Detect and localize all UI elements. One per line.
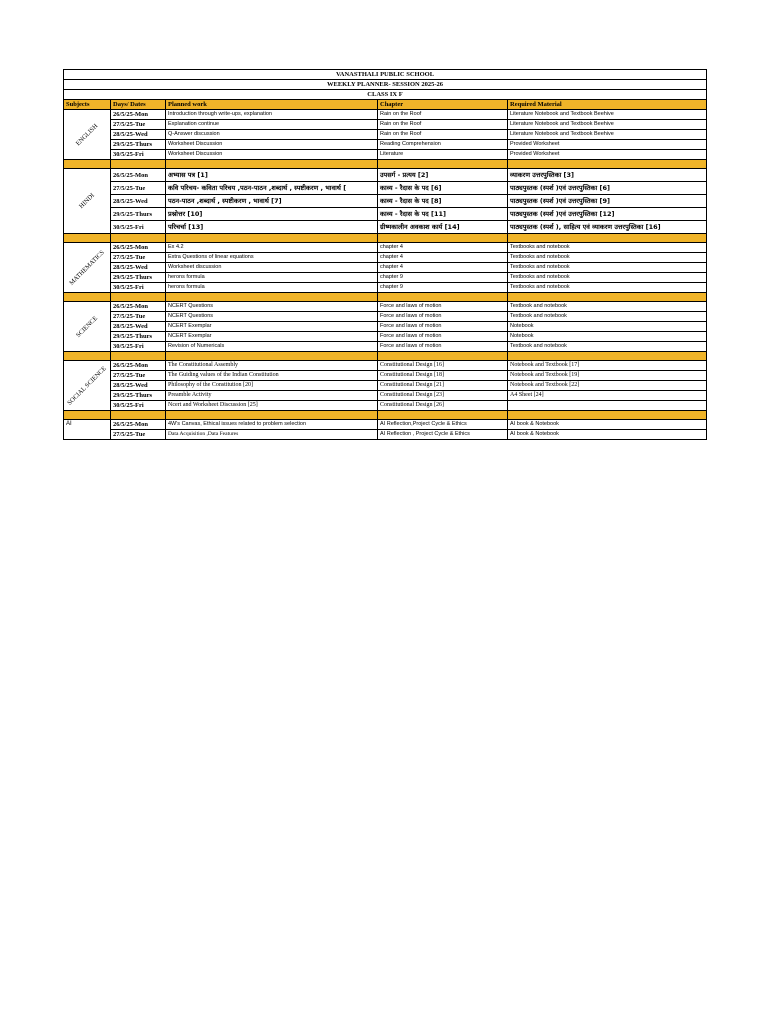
day-cell: 26/5/25-Mon [111,110,166,120]
day-cell: 30/5/25-Fri [111,401,166,411]
planned-work-cell: Q-Answer discussion [166,130,378,140]
chapter-cell: Force and laws of motion [378,302,508,312]
material-cell: Notebook and Textbook [17] [508,361,707,371]
table-row [64,312,707,322]
table-row [64,140,707,150]
material-cell: Textbooks and notebook [508,243,707,253]
material-cell: AI book & Notebook [508,420,707,430]
subject-label: HINDI [78,192,96,210]
material-cell: AI book & Notebook [508,430,707,440]
separator-cell [166,160,378,169]
planned-work-cell: NCERT Exemplar [166,322,378,332]
subject-label: MATHEMATICS [68,248,106,287]
chapter-cell: Constitutional Design [23] [378,391,508,401]
school-name: VANASTHALI PUBLIC SCHOOL [64,70,707,80]
separator-cell [378,352,508,361]
day-cell: 30/5/25-Fri [111,342,166,352]
separator-cell [111,352,166,361]
separator-cell [166,411,378,420]
table-row [64,381,707,391]
subject-label: SOCIAL SCIENCE [66,364,108,407]
table-row [64,253,707,263]
subject-cell [64,169,111,234]
chapter-cell: Literature [378,150,508,160]
day-cell: 30/5/25-Fri [111,283,166,293]
table-row [64,221,707,234]
separator-row [64,293,707,302]
day-cell: 28/5/25-Wed [111,195,166,208]
chapter-cell: काव्य - रैदास के पद [6] [378,182,508,195]
separator-cell [166,352,378,361]
planned-work-cell: परिचर्चा [13] [166,221,378,234]
material-cell: Textbooks and notebook [508,253,707,263]
chapter-cell: chapter 9 [378,283,508,293]
planned-work-cell: Extra Questions of linear equations [166,253,378,263]
day-cell: 30/5/25-Fri [111,150,166,160]
material-cell: पाठ्यपुस्तक (स्पर्श )एवं उत्तरपुस्तिका [9] [508,195,707,208]
day-cell: 29/5/25-Thurs [111,273,166,283]
table-row [64,302,707,312]
table-row [64,332,707,342]
subject-cell [64,243,111,293]
planned-work-cell: The Constitutional Assembly [166,361,378,371]
subject-cell [64,361,111,411]
material-cell: Textbook and notebook [508,302,707,312]
class-title: CLASS IX F [64,90,707,100]
chapter-cell: AI Reflection , Project Cycle & Ethics [378,430,508,440]
planned-work-cell: Introduction through write-ups, explanation [166,110,378,120]
chapter-cell: AI Reflection,Project Cycle & Ethics [378,420,508,430]
chapter-cell: उपसर्ग - प्रत्यय [2] [378,169,508,182]
planned-work-cell: 4W's Canvas, Ethical issues related to problem selection [166,420,378,430]
planned-work-cell: NCERT Exemplar [166,332,378,342]
material-cell: Notebook [508,332,707,342]
planned-work-cell: प्रश्नोत्तर [10] [166,208,378,221]
material-cell [508,401,707,411]
table-row [64,120,707,130]
planned-work-cell: Ncert and Worksheet Discussion [25] [166,401,378,411]
day-cell: 28/5/25-Wed [111,381,166,391]
table-row [64,263,707,273]
planned-work-cell: पठन-पाठन ,शब्दार्थ , स्पष्टीकरण , भावार्थ [7] [166,195,378,208]
day-cell: 26/5/25-Mon [111,169,166,182]
column-header-planned-work: Planned work [166,100,378,110]
material-cell: पाठ्यपुस्तक (स्पर्श )एवं उत्तरपुस्तिका [12] [508,208,707,221]
column-header-subjects: Subjects [64,100,111,110]
separator-cell [64,234,111,243]
day-cell: 26/5/25-Mon [111,302,166,312]
material-cell: पाठ्यपुस्तक (स्पर्श )एवं उत्तरपुस्तिका [6] [508,182,707,195]
separator-cell [111,160,166,169]
subject-cell: AI [64,420,111,440]
table-row [64,371,707,381]
day-cell: 27/5/25-Tue [111,312,166,322]
column-header-days: Days/ Dates [111,100,166,110]
material-cell: Provided Worksheet [508,140,707,150]
day-cell: 27/5/25-Tue [111,371,166,381]
table-row [64,391,707,401]
chapter-cell: Reading Comprehension [378,140,508,150]
day-cell: 26/5/25-Mon [111,420,166,430]
day-cell: 26/5/25-Mon [111,243,166,253]
chapter-cell: Constitutional Design [18] [378,371,508,381]
table-row [64,243,707,253]
separator-cell [508,352,707,361]
separator-cell [378,160,508,169]
separator-cell [508,234,707,243]
table-row [64,169,707,182]
separator-cell [378,293,508,302]
chapter-cell: काव्य - रैदास के पद [11] [378,208,508,221]
planned-work-cell: Worksheet Discussion [166,150,378,160]
chapter-cell: काव्य - रैदास के पद [8] [378,195,508,208]
chapter-cell: Force and laws of motion [378,342,508,352]
weekly-planner-table [63,69,707,440]
separator-cell [64,352,111,361]
separator-cell [111,234,166,243]
material-cell: Textbook and notebook [508,342,707,352]
planned-work-cell: Philosophy of the Constitution [20] [166,381,378,391]
material-cell: Textbook and notebook [508,312,707,322]
day-cell: 27/5/25-Tue [111,182,166,195]
day-cell: 27/5/25-Tue [111,253,166,263]
day-cell: 27/5/25-Tue [111,120,166,130]
chapter-cell: Constitutional Design [21] [378,381,508,391]
planned-work-cell: कवि परिचय- कविता परिचय ,पठन-पाठन ,शब्दार्थ , स्पष्टीकरण , भावार्थ [ [166,182,378,195]
column-header-material: Required Material [508,100,707,110]
separator-row [64,352,707,361]
separator-cell [508,411,707,420]
separator-cell [64,293,111,302]
subject-cell [64,302,111,352]
table-row [64,195,707,208]
table-row [64,283,707,293]
material-cell: Literature Notebook and Textbook Beehive [508,120,707,130]
table-row [64,150,707,160]
separator-cell [378,234,508,243]
chapter-cell: Force and laws of motion [378,312,508,322]
material-cell: Textbooks and notebook [508,283,707,293]
table-row [64,361,707,371]
material-cell: पाठ्यपुस्तक (स्पर्श ), साहित्य एवं व्याकरण उत्तरपुस्तिका [16] [508,221,707,234]
day-cell: 26/5/25-Mon [111,361,166,371]
separator-cell [64,411,111,420]
planned-work-cell: Worksheet Discussion [166,140,378,150]
material-cell: Notebook and Textbook [22] [508,381,707,391]
chapter-cell: chapter 4 [378,253,508,263]
material-cell: Literature Notebook and Textbook Beehive [508,110,707,120]
material-cell: Provided Worksheet [508,150,707,160]
subject-cell [64,110,111,160]
material-cell: Notebook and Textbook [19] [508,371,707,381]
separator-cell [378,411,508,420]
column-header-chapter: Chapter [378,100,508,110]
separator-cell [508,293,707,302]
planned-work-cell: The Guiding values of the Indian Constitution [166,371,378,381]
planned-work-cell: Preamble Activity [166,391,378,401]
chapter-cell: Constitutional Design [16] [378,361,508,371]
separator-row [64,234,707,243]
chapter-cell: chapter 4 [378,263,508,273]
subject-label: SCIENCE [74,314,100,339]
day-cell: 29/5/25-Thurs [111,391,166,401]
chapter-cell: chapter 9 [378,273,508,283]
planned-work-cell: Data Acquisition ,Data Features [166,430,378,440]
planned-work-cell: अभ्यास पत्र [1] [166,169,378,182]
material-cell: Notebook [508,322,707,332]
planned-work-cell: herons formula [166,273,378,283]
planned-work-cell: Ex 4.2 [166,243,378,253]
chapter-cell: Force and laws of motion [378,322,508,332]
separator-cell [166,234,378,243]
planned-work-cell: NCERT Questions [166,312,378,322]
planned-work-cell: NCERT Questions [166,302,378,312]
table-row [64,208,707,221]
subject-label: ENGLISH [74,122,100,147]
day-cell: 28/5/25-Wed [111,263,166,273]
day-cell: 29/5/25-Thurs [111,332,166,342]
planned-work-cell: Revision of Numericals [166,342,378,352]
separator-cell [64,160,111,169]
day-cell: 29/5/25-Thurs [111,208,166,221]
separator-row [64,160,707,169]
day-cell: 30/5/25-Fri [111,221,166,234]
material-cell: Textbooks and notebook [508,263,707,273]
table-row [64,130,707,140]
chapter-cell: Rain on the Roof [378,130,508,140]
chapter-cell: Constitutional Design [26] [378,401,508,411]
day-cell: 27/5/25-Tue [111,430,166,440]
planned-work-cell: herons formula [166,283,378,293]
table-row [64,401,707,411]
planned-work-cell: Explanation continue [166,120,378,130]
table-row [64,273,707,283]
separator-row [64,411,707,420]
material-cell: Literature Notebook and Textbook Beehive [508,130,707,140]
column-header-row [64,100,707,110]
separator-cell [111,411,166,420]
separator-cell [111,293,166,302]
material-cell: Textbooks and notebook [508,273,707,283]
planned-work-cell: Worksheet discussion [166,263,378,273]
chapter-cell: Rain on the Roof [378,120,508,130]
planner-title: WEEKLY PLANNER- SESSION 2025-26 [64,80,707,90]
day-cell: 29/5/25-Thurs [111,140,166,150]
day-cell: 28/5/25-Wed [111,130,166,140]
chapter-cell: Rain on the Roof [378,110,508,120]
table-row [64,110,707,120]
table-row [64,342,707,352]
separator-cell [166,293,378,302]
chapter-cell: Force and laws of motion [378,332,508,342]
chapter-cell: ग्रीष्मकालीन अवकाश कार्य [14] [378,221,508,234]
table-row [64,420,707,430]
table-row [64,182,707,195]
table-row [64,322,707,332]
material-cell: A4 Sheet [24] [508,391,707,401]
day-cell: 28/5/25-Wed [111,322,166,332]
separator-cell [508,160,707,169]
chapter-cell: chapter 4 [378,243,508,253]
material-cell: व्याकरण उत्तरपुस्तिका [3] [508,169,707,182]
table-row [64,430,707,440]
